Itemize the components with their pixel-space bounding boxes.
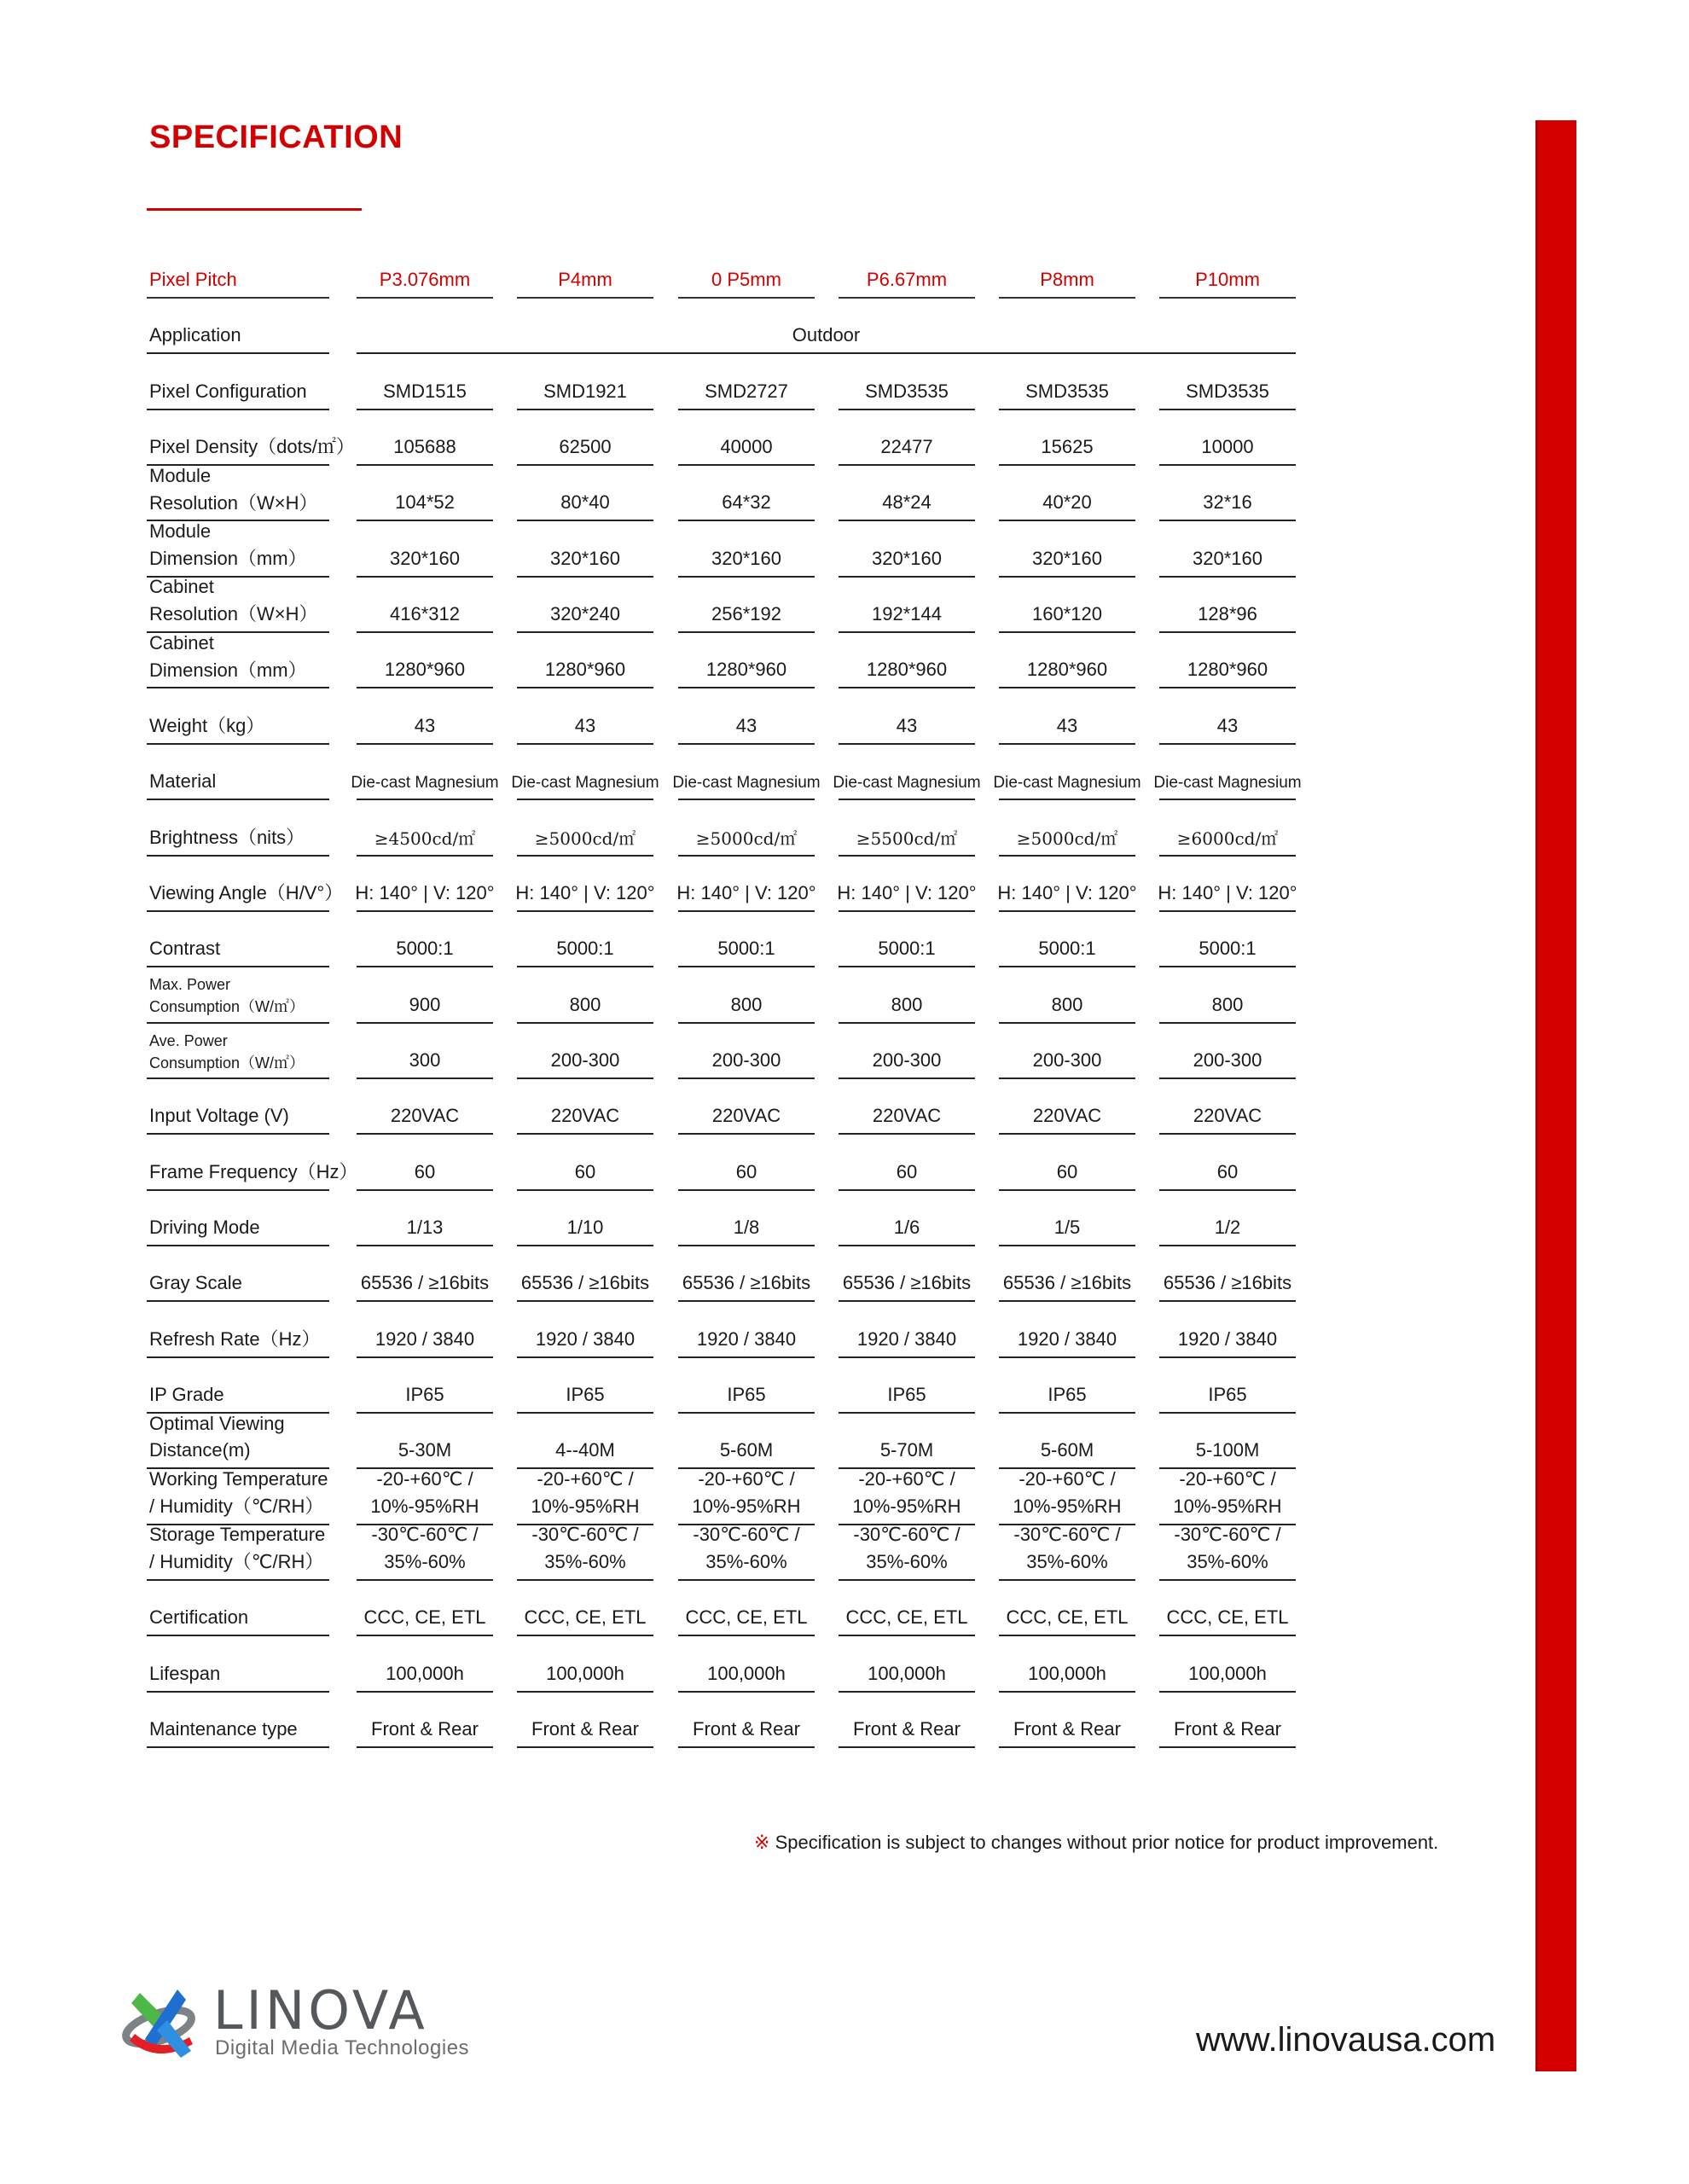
spec-cell: 4--40M: [517, 1435, 653, 1469]
spec-cell: ≥5000cd/㎡: [678, 822, 815, 857]
spec-cell: IP65: [999, 1380, 1135, 1414]
spec-cell: 40*20: [999, 487, 1135, 521]
spec-cell: 5-30M: [357, 1435, 493, 1469]
header-cell: P4mm: [517, 264, 653, 299]
row-label-line: Working Temperature: [149, 1467, 328, 1490]
spec-cell: Die-cast Magnesium: [999, 766, 1135, 800]
spec-cell: CCC, CE, ETL: [1159, 1602, 1296, 1636]
spec-cell: 1920 / 3840: [1159, 1324, 1296, 1358]
spec-cell: H: 140° | V: 120°: [839, 878, 975, 912]
spec-cell: 1/13: [357, 1212, 493, 1246]
spec-cell: 64*32: [678, 487, 815, 521]
spec-cell: [678, 1467, 815, 1525]
row-label: Material: [147, 766, 329, 800]
row-label: Maintenance type: [147, 1714, 329, 1748]
spec-cell: IP65: [517, 1380, 653, 1414]
spec-cell: 1920 / 3840: [678, 1324, 815, 1358]
disclaimer-note: [754, 1832, 1438, 1854]
spec-cell: 60: [1159, 1157, 1296, 1191]
page-title: SPECIFICATION: [149, 119, 403, 155]
spec-cell: 40000: [678, 432, 815, 466]
spec-cell: 900: [357, 990, 493, 1024]
spec-cell-line: -30℃-60℃ /: [371, 1524, 479, 1546]
spec-cell-line: 35%-60%: [1026, 1551, 1108, 1573]
row-label-line: Module: [149, 520, 212, 542]
row-label: [147, 1412, 329, 1469]
spec-cell: 200-300: [839, 1045, 975, 1079]
spec-cell: [1159, 1467, 1296, 1525]
spec-cell: 43: [839, 711, 975, 745]
spec-cell-line: 35%-60%: [866, 1551, 948, 1573]
spec-cell: 100,000h: [357, 1658, 493, 1693]
row-label: [147, 1524, 329, 1581]
header-cell: P10mm: [1159, 264, 1296, 299]
row-label-line: Optimal Viewing: [149, 1412, 285, 1434]
spec-cell: 43: [517, 711, 653, 745]
spec-cell: CCC, CE, ETL: [999, 1602, 1135, 1636]
spec-cell: 800: [678, 990, 815, 1024]
spec-cell: 105688: [357, 432, 493, 466]
spec-cell: H: 140° | V: 120°: [357, 878, 493, 912]
spec-cell-line: -30℃-60℃ /: [531, 1524, 639, 1546]
spec-cell: 192*144: [839, 599, 975, 633]
spec-cell: SMD3535: [1159, 376, 1296, 410]
row-label-line: Consumption（W/㎡）: [149, 998, 305, 1016]
spec-cell: IP65: [1159, 1380, 1296, 1414]
spec-cell-line: 10%-95%RH: [531, 1495, 640, 1517]
spec-cell: 65536 / ≥16bits: [1159, 1268, 1296, 1302]
header-label: Pixel Pitch: [147, 264, 329, 299]
spec-cell: 1280*960: [999, 654, 1135, 688]
spec-cell: 1/8: [678, 1212, 815, 1246]
spec-cell: ≥4500cd/㎡: [357, 822, 493, 857]
spec-cell: [517, 1524, 653, 1581]
spec-cell: SMD3535: [839, 376, 975, 410]
row-label: [147, 520, 329, 578]
spec-cell: Front & Rear: [357, 1714, 493, 1748]
spec-cell: 416*312: [357, 599, 493, 633]
spec-cell: 60: [678, 1157, 815, 1191]
spec-cell: 65536 / ≥16bits: [839, 1268, 975, 1302]
spec-cell: H: 140° | V: 120°: [517, 878, 653, 912]
spec-cell-line: -20-+60℃ /: [376, 1467, 473, 1490]
spec-cell: H: 140° | V: 120°: [999, 878, 1135, 912]
spec-cell: 1920 / 3840: [999, 1324, 1135, 1358]
spec-cell: [999, 1467, 1135, 1525]
spec-cell: 43: [357, 711, 493, 745]
spec-cell: 1920 / 3840: [357, 1324, 493, 1358]
spec-cell: SMD3535: [999, 376, 1135, 410]
spec-cell: CCC, CE, ETL: [678, 1602, 815, 1636]
spec-cell: 15625: [999, 432, 1135, 466]
spec-cell: 65536 / ≥16bits: [357, 1268, 493, 1302]
spec-cell: 1/6: [839, 1212, 975, 1246]
spec-cell: 1280*960: [1159, 654, 1296, 688]
spec-cell: 256*192: [678, 599, 815, 633]
application-value: Outdoor: [357, 320, 1296, 354]
spec-cell: Die-cast Magnesium: [357, 766, 493, 800]
spec-cell-line: -30℃-60℃ /: [693, 1524, 800, 1546]
spec-cell: 320*240: [517, 599, 653, 633]
row-label: Input Voltage (V): [147, 1101, 329, 1135]
spec-cell: ≥5000cd/㎡: [999, 822, 1135, 857]
spec-cell: [839, 1467, 975, 1525]
spec-cell: ≥5500cd/㎡: [839, 822, 975, 857]
spec-cell: 5-100M: [1159, 1435, 1296, 1469]
row-label-line: Distance(m): [149, 1439, 251, 1461]
spec-cell: 104*52: [357, 487, 493, 521]
spec-cell: 100,000h: [839, 1658, 975, 1693]
spec-cell: 220VAC: [357, 1101, 493, 1135]
spec-cell: 65536 / ≥16bits: [517, 1268, 653, 1302]
spec-cell: 65536 / ≥16bits: [999, 1268, 1135, 1302]
spec-cell: 220VAC: [839, 1101, 975, 1135]
spec-cell: 300: [357, 1045, 493, 1079]
spec-cell: H: 140° | V: 120°: [1159, 878, 1296, 912]
spec-cell: 100,000h: [999, 1658, 1135, 1693]
spec-cell: [357, 1467, 493, 1525]
spec-cell: 5000:1: [357, 933, 493, 967]
row-label: Viewing Angle（H/V°）: [147, 878, 329, 912]
header-cell: P6.67mm: [839, 264, 975, 299]
spec-cell: Front & Rear: [678, 1714, 815, 1748]
spec-cell: 320*160: [1159, 543, 1296, 578]
application-label: Application: [147, 320, 329, 354]
spec-cell: 1920 / 3840: [517, 1324, 653, 1358]
spec-cell: SMD1921: [517, 376, 653, 410]
spec-cell-line: 35%-60%: [705, 1551, 787, 1573]
spec-cell: 320*160: [839, 543, 975, 578]
spec-cell: 5000:1: [678, 933, 815, 967]
spec-cell: CCC, CE, ETL: [357, 1602, 493, 1636]
row-label: [147, 1026, 329, 1079]
spec-cell: 800: [517, 990, 653, 1024]
row-label-line: Consumption（W/㎡）: [149, 1054, 305, 1072]
spec-cell: CCC, CE, ETL: [839, 1602, 975, 1636]
spec-cell: 5000:1: [517, 933, 653, 967]
row-label-line: Dimension（mm）: [149, 547, 307, 569]
spec-cell: 32*16: [1159, 487, 1296, 521]
row-label: [147, 971, 329, 1024]
spec-cell: 80*40: [517, 487, 653, 521]
row-label: [147, 576, 329, 633]
linova-logo-icon: [114, 1978, 208, 2071]
spec-cell: 60: [357, 1157, 493, 1191]
spec-cell: 1280*960: [839, 654, 975, 688]
spec-cell: 100,000h: [517, 1658, 653, 1693]
row-label: Refresh Rate（Hz）: [147, 1324, 329, 1358]
spec-cell: 220VAC: [1159, 1101, 1296, 1135]
spec-cell: [678, 1524, 815, 1581]
row-label-line: Storage Temperature: [149, 1524, 326, 1546]
spec-cell: 5000:1: [839, 933, 975, 967]
spec-cell: 5000:1: [999, 933, 1135, 967]
spec-cell: 200-300: [678, 1045, 815, 1079]
website-link[interactable]: www.linovausa.com: [1196, 2021, 1496, 2059]
spec-cell: 60: [517, 1157, 653, 1191]
row-label-line: Ave. Power: [149, 1031, 228, 1049]
spec-cell: Front & Rear: [999, 1714, 1135, 1748]
spec-cell: 1920 / 3840: [839, 1324, 975, 1358]
spec-cell: ≥6000cd/㎡: [1159, 822, 1296, 857]
spec-cell: 60: [839, 1157, 975, 1191]
spec-cell: Front & Rear: [1159, 1714, 1296, 1748]
row-label-line: Resolution（W×H）: [149, 491, 318, 514]
header-cell: P3.076mm: [357, 264, 493, 299]
spec-cell: 1280*960: [357, 654, 493, 688]
spec-cell: H: 140° | V: 120°: [678, 878, 815, 912]
note-text: Specification is subject to changes without prior notice for product improvement.: [775, 1832, 1439, 1853]
spec-cell-line: -30℃-60℃ /: [853, 1524, 961, 1546]
row-label: Brightness（nits）: [147, 822, 329, 857]
spec-cell: 200-300: [517, 1045, 653, 1079]
spec-cell-line: 10%-95%RH: [370, 1495, 479, 1517]
spec-cell: SMD1515: [357, 376, 493, 410]
spec-cell: 1280*960: [517, 654, 653, 688]
spec-cell: 1280*960: [678, 654, 815, 688]
header-cell: P8mm: [999, 264, 1135, 299]
row-label: [147, 631, 329, 688]
spec-cell: Die-cast Magnesium: [517, 766, 653, 800]
spec-cell: 128*96: [1159, 599, 1296, 633]
spec-cell: Die-cast Magnesium: [839, 766, 975, 800]
spec-cell: 800: [1159, 990, 1296, 1024]
spec-cell: 48*24: [839, 487, 975, 521]
spec-cell: 220VAC: [517, 1101, 653, 1135]
spec-cell: [1159, 1524, 1296, 1581]
spec-cell: IP65: [357, 1380, 493, 1414]
spec-cell-line: -30℃-60℃ /: [1174, 1524, 1281, 1546]
spec-cell: [357, 1524, 493, 1581]
spec-cell: IP65: [678, 1380, 815, 1414]
row-label: Driving Mode: [147, 1212, 329, 1246]
spec-cell: 65536 / ≥16bits: [678, 1268, 815, 1302]
spec-cell: Front & Rear: [517, 1714, 653, 1748]
row-label-line: Module: [149, 464, 212, 486]
spec-cell: 5-70M: [839, 1435, 975, 1469]
spec-cell-line: 10%-95%RH: [1173, 1495, 1282, 1517]
spec-cell: CCC, CE, ETL: [517, 1602, 653, 1636]
spec-cell: [839, 1524, 975, 1581]
spec-cell: IP65: [839, 1380, 975, 1414]
spec-cell-line: 10%-95%RH: [692, 1495, 801, 1517]
spec-cell: 800: [999, 990, 1135, 1024]
spec-cell: 62500: [517, 432, 653, 466]
spec-cell: 200-300: [1159, 1045, 1296, 1079]
spec-cell-line: -20-+60℃ /: [698, 1467, 795, 1490]
spec-cell-line: 10%-95%RH: [852, 1495, 961, 1517]
spec-cell: 320*160: [678, 543, 815, 578]
spec-cell: 320*160: [357, 543, 493, 578]
row-label-line: Cabinet: [149, 631, 214, 653]
spec-cell: 100,000h: [1159, 1658, 1296, 1693]
spec-cell: 22477: [839, 432, 975, 466]
row-label-line: Dimension（mm）: [149, 659, 307, 681]
row-label-line: Max. Power: [149, 976, 231, 994]
row-label: Weight（kg）: [147, 711, 329, 745]
spec-cell: 320*160: [517, 543, 653, 578]
spec-cell-line: 10%-95%RH: [1013, 1495, 1122, 1517]
spec-cell: Front & Rear: [839, 1714, 975, 1748]
spec-cell-line: -30℃-60℃ /: [1013, 1524, 1121, 1546]
spec-cell: 320*160: [999, 543, 1135, 578]
spec-cell: 43: [999, 711, 1135, 745]
header-cell: 0 P5mm: [678, 264, 815, 299]
spec-cell: 160*120: [999, 599, 1135, 633]
spec-cell-line: -20-+60℃ /: [1179, 1467, 1276, 1490]
spec-cell: 10000: [1159, 432, 1296, 466]
spec-cell: 43: [1159, 711, 1296, 745]
brand-name: LINOVA: [213, 1979, 428, 2042]
row-label-line: / Humidity（℃/RH）: [149, 1495, 324, 1517]
row-label: Frame Frequency（Hz）: [147, 1157, 329, 1191]
spec-cell: ≥5000cd/㎡: [517, 822, 653, 857]
spec-cell-line: -20-+60℃ /: [858, 1467, 955, 1490]
row-label: [147, 1467, 329, 1525]
row-label-line: / Humidity（℃/RH）: [149, 1551, 324, 1573]
spec-cell: [999, 1524, 1135, 1581]
spec-cell: 5-60M: [999, 1435, 1135, 1469]
spec-cell: 100,000h: [678, 1658, 815, 1693]
spec-cell: 220VAC: [678, 1101, 815, 1135]
brand-tagline: Digital Media Technologies: [215, 2036, 470, 2059]
spec-cell: 200-300: [999, 1045, 1135, 1079]
spec-cell: 5-60M: [678, 1435, 815, 1469]
spec-cell: Die-cast Magnesium: [1159, 766, 1296, 800]
spec-cell-line: 35%-60%: [384, 1551, 466, 1573]
spec-cell: 1/5: [999, 1212, 1135, 1246]
row-label: Pixel Density（dots/㎡）: [147, 432, 329, 466]
spec-cell-line: -20-+60℃ /: [537, 1467, 634, 1490]
row-label: [147, 464, 329, 521]
spec-cell: Die-cast Magnesium: [678, 766, 815, 800]
spec-cell: 220VAC: [999, 1101, 1135, 1135]
row-label-line: Resolution（W×H）: [149, 603, 318, 625]
row-label: Pixel Configuration: [147, 376, 329, 410]
note-mark: ※: [754, 1832, 770, 1853]
spec-cell-line: 35%-60%: [1187, 1551, 1268, 1573]
row-label: IP Grade: [147, 1380, 329, 1414]
row-label-line: Cabinet: [149, 576, 214, 598]
spec-cell: [517, 1467, 653, 1525]
row-label: Gray Scale: [147, 1268, 329, 1302]
spec-cell-line: -20-+60℃ /: [1019, 1467, 1116, 1490]
row-label: Certification: [147, 1602, 329, 1636]
spec-cell: 43: [678, 711, 815, 745]
spec-cell: 60: [999, 1157, 1135, 1191]
spec-cell: 1/2: [1159, 1212, 1296, 1246]
row-label: Contrast: [147, 933, 329, 967]
spec-cell: 1/10: [517, 1212, 653, 1246]
spec-cell: SMD2727: [678, 376, 815, 410]
row-label: Lifespan: [147, 1658, 329, 1693]
spec-cell: 5000:1: [1159, 933, 1296, 967]
spec-cell-line: 35%-60%: [544, 1551, 626, 1573]
spec-cell: 800: [839, 990, 975, 1024]
